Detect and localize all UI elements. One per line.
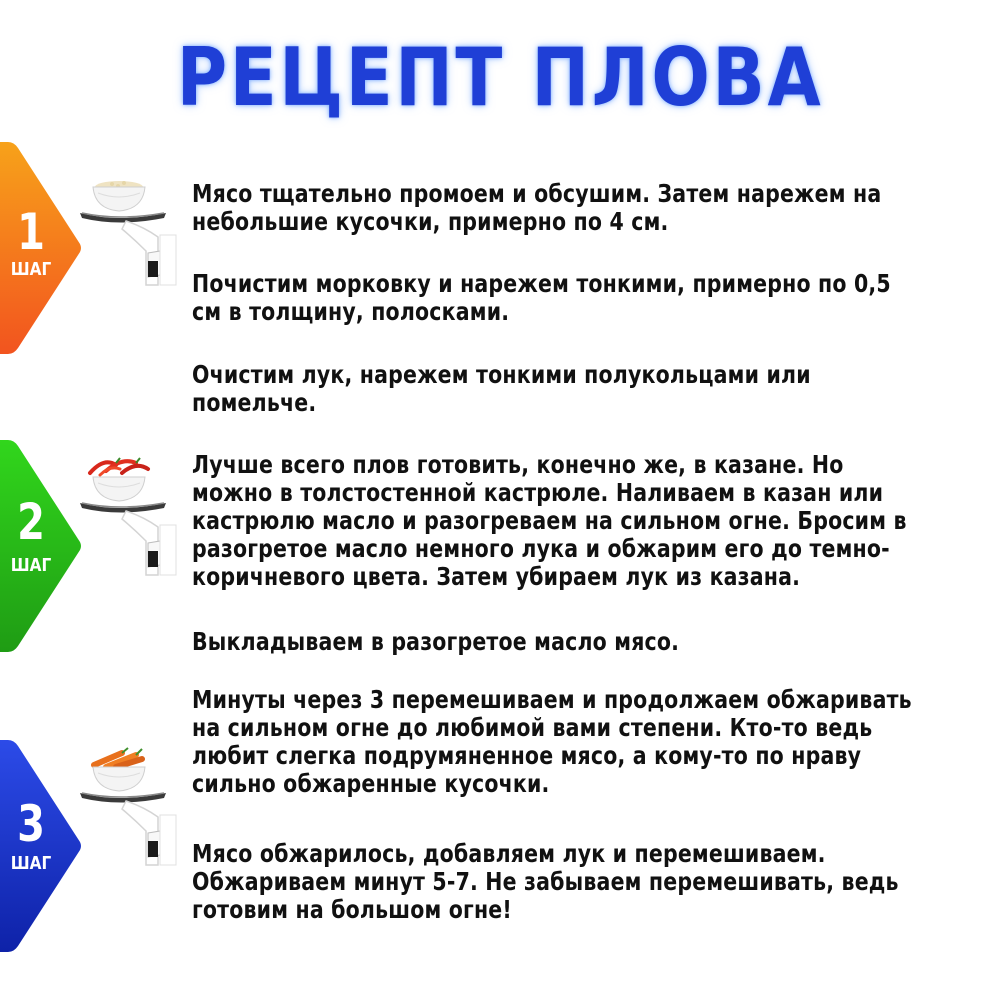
step-3-badge	[0, 740, 82, 950]
step-1-badge	[0, 142, 82, 352]
step-1-label: ШАГ	[10, 259, 52, 280]
waiter-carrot-bowl-icon	[76, 745, 186, 875]
step-1-paragraph-2: Почистим морковку и нарежем тонкими, примерно по 0,5 см в толщину, полосками.	[192, 269, 891, 326]
step-2-paragraph-1: Лучше всего плов готовить, конечно же, в казане. Но можно в толстостенной кастрюле. Наливаем в казан или кастрюлю масло и разогреваем на сильном огне. Бросим в разогретое масло немного лука и обжарим его до темно-коричневого цвета. Затем убираем лук из казана.	[192, 450, 907, 591]
step-3-paragraph-2: Мясо обжарилось, добавляем лук и перемешиваем. Обжариваем минут 5-7. Не забываем перемешивать, ведь готовим на большом огне!	[192, 839, 899, 924]
step-1-paragraph-1: Мясо тщательно промоем и обсушим. Затем нарежем на небольшие кусочки, примерно по 4 см.	[192, 179, 882, 236]
step-1-number: 1	[17, 203, 45, 261]
step-3-label: ШАГ	[10, 853, 52, 874]
step-3-paragraph-1: Минуты через 3 перемешиваем и продолжаем обжаривать на сильном огне до любимой вами степени. Кто-то ведь любит слегка подрумяненное мясо, а кому-то по нраву сильно обжаренные кусочки.	[192, 685, 912, 798]
waiter-rice-bowl-icon	[76, 165, 186, 295]
page-title: РЕЦЕПТ ПЛОВА	[176, 31, 824, 124]
step-1-paragraph-3: Очистим лук, нарежем тонкими полукольцами или помельче.	[192, 360, 811, 417]
step-2-number: 2	[17, 493, 45, 551]
step-3-number: 3	[17, 795, 45, 853]
step-2-paragraph-2: Выкладываем в разогретое масло мясо.	[192, 627, 680, 656]
waiter-chili-bowl-icon	[76, 455, 186, 585]
step-2-badge	[0, 440, 82, 650]
step-2-label: ШАГ	[10, 555, 52, 576]
